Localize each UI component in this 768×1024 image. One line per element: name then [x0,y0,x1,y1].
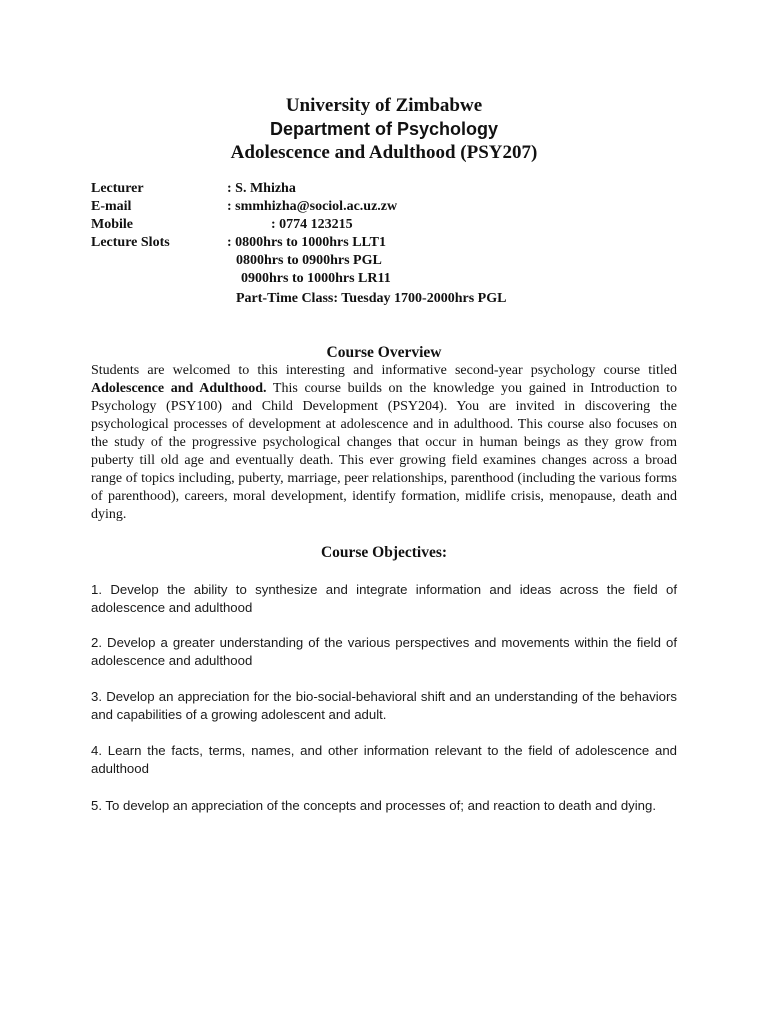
overview-heading: Course Overview [326,344,442,361]
objective-item: 2. Develop a greater understanding of the various perspectives and movements within the field of adolescence and adulthood [91,635,677,668]
part-time-slot: Part-Time Class: Tuesday 1700-2000hrs PGL [236,291,507,306]
mobile-value: : 0774 123215 [271,217,353,232]
slot-3: 0900hrs to 1000hrs LR11 [241,271,391,286]
objectives-heading: Course Objectives: [320,544,448,561]
email-row [91,198,691,216]
slots-row-2 [91,252,691,270]
slot-1: : 0800hrs to 1000hrs LLT1 [227,235,386,250]
course-info [91,180,691,308]
overview-text-before: Students are welcomed to this interesting and informative second-year psychology course titled [91,363,677,378]
lecturer-value: : S. Mhizha [227,181,296,196]
overview-text-after: This course builds on the knowledge you gained in Introduction to Psychology (PSY100) and Child Development (PSY204). You are invited in discovering the psychological processes of development at adolescence and in adulthood. This course also focuses on the study of the progressive psychological changes that occur in human beings as they grow from puberty till old age and eventually death. This ever growing field examines changes across a broad range of topics including, puberty, marriage, peer relationships, parenthood (including the various forms of parenthood), careers, moral development, identify formation, midlife crisis, menopause, death and dying. [91,381,677,522]
email-label: E-mail [91,199,132,214]
objective-item: 3. Develop an appreciation for the bio-social-behavioral shift and an understanding of the behaviors and capabilities of a growing adolescent and adult. [91,689,677,722]
department-name: Department of Psychology [269,119,499,139]
slot-2: 0800hrs to 0900hrs PGL [236,253,382,268]
objective-item: 5. To develop an appreciation of the concepts and processes of; and reaction to death and dying. [91,798,657,813]
email-value: : smmhizha@sociol.ac.uz.zw [227,199,398,214]
slots-row-3 [91,270,691,288]
objective-item: 4. Learn the facts, terms, names, and other information relevant to the field of adolescence and adulthood [91,743,677,776]
overview-bold-title: Adolescence and Adulthood. [91,381,267,396]
slots-row-4 [91,290,691,308]
mobile-label: Mobile [91,217,133,232]
objective-item: 1. Develop the ability to synthesize and integrate information and ideas across the field of adolescence and adulthood [91,582,677,615]
slots-label: Lecture Slots [91,235,170,250]
lecturer-label: Lecturer [91,181,144,196]
course-title: Adolescence and Adulthood (PSY207) [230,142,538,163]
overview-paragraph [91,362,677,524]
university-name: University of Zimbabwe [285,95,483,116]
lecturer-row [91,180,691,198]
mobile-row [91,216,691,234]
slots-row [91,234,691,252]
